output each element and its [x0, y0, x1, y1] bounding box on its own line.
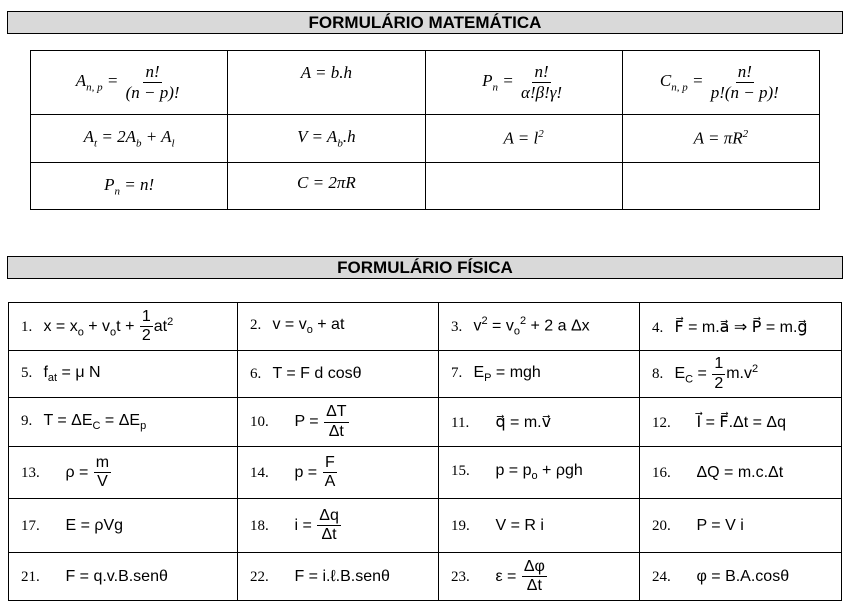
formula-area-circulo: $A = \pi R^2$	[622, 115, 819, 163]
formula-permutacao: $P_n = n$!	[31, 163, 228, 210]
fisica-cell: 3. $v^2 = v_o^2 + 2$ a Δx	[439, 303, 640, 351]
formula-area-quadrado: $A = l^2$	[425, 115, 622, 163]
fisica-cell: 8. $E_C$ = $\frac{1}{2}$ $m.v^2$	[640, 351, 842, 398]
fisica-cell: 14. p = $\frac{F}{A}$	[238, 447, 439, 499]
fisica-cell: 5. $f_{at} = \mu$ N	[9, 351, 238, 398]
fisica-cell: 7. $E_P$ = mgh	[439, 351, 640, 398]
fisica-cell: 12. I⃗ = F⃗.Δt = Δq	[640, 398, 842, 447]
matematica-formula-table	[30, 50, 820, 210]
fisica-cell: 11. q⃗ = m.v⃗	[439, 398, 640, 447]
formula-area-total: $A_t = 2A_b + A_l$	[31, 115, 228, 163]
fisica-formula-table	[8, 302, 842, 601]
fisica-cell: 23. ε = $\frac{\Delta\varphi}{\Delta t}$	[439, 553, 640, 601]
fisica-cell: 10. P = $\frac{\Delta T}{\Delta t}$	[238, 398, 439, 447]
formula-permutacao-repeticao: $P_n$ = $\frac{n!}{\alpha!\beta!\gamma!}$	[425, 51, 622, 115]
formula-area-retangulo: A = b.h	[228, 51, 425, 115]
fisica-cell: 17. E = ρVg	[9, 499, 238, 553]
fisica-cell: 22. F = i.ℓ.B.senθ	[238, 553, 439, 601]
fisica-cell: 20. P = V i	[640, 499, 842, 553]
fisica-cell: 18. i = $\frac{\Delta q}{\Delta t}$	[238, 499, 439, 553]
fisica-header: FORMULÁRIO FÍSICA	[7, 256, 843, 279]
fisica-cell: 24. φ = B.A.cosθ	[640, 553, 842, 601]
empty-cell	[425, 163, 622, 210]
fisica-cell: 13. ρ = $\frac{m}{V}$	[9, 447, 238, 499]
fisica-cell: 4. F⃗ = m.a⃗ ⇒ P⃗ = m.g⃗	[640, 303, 842, 351]
fisica-cell: 2. $v = v_o$ + at	[238, 303, 439, 351]
empty-cell	[622, 163, 819, 210]
fisica-cell: 1. $x = x_o + v_ot$ + $\frac{1}{2}$ $at^2$	[9, 303, 238, 351]
fisica-cell: 21. F = q.v.B.senθ	[9, 553, 238, 601]
formula-volume-prisma: $V = A_b.h$	[228, 115, 425, 163]
fisica-cell: 15. $p = p_o + \rho gh$	[439, 447, 640, 499]
matematica-header: FORMULÁRIO MATEMÁTICA	[7, 11, 843, 34]
fisica-cell: 16. ΔQ = m.c.Δt	[640, 447, 842, 499]
formula-arranjo: $A_{n, p}$ = $\frac{n!}{(n - p)!}$	[31, 51, 228, 115]
fisica-cell: 6. T = F d cosθ	[238, 351, 439, 398]
fisica-cell: 19. V = R i	[439, 499, 640, 553]
formula-combinacao: $C_{n, p}$ = $\frac{n!}{p!(n - p)!}$	[622, 51, 819, 115]
formula-comprimento-circunferencia: C = 2πR	[228, 163, 425, 210]
fisica-cell: 9. $T = \Delta E_C = \Delta E_p$	[9, 398, 238, 447]
